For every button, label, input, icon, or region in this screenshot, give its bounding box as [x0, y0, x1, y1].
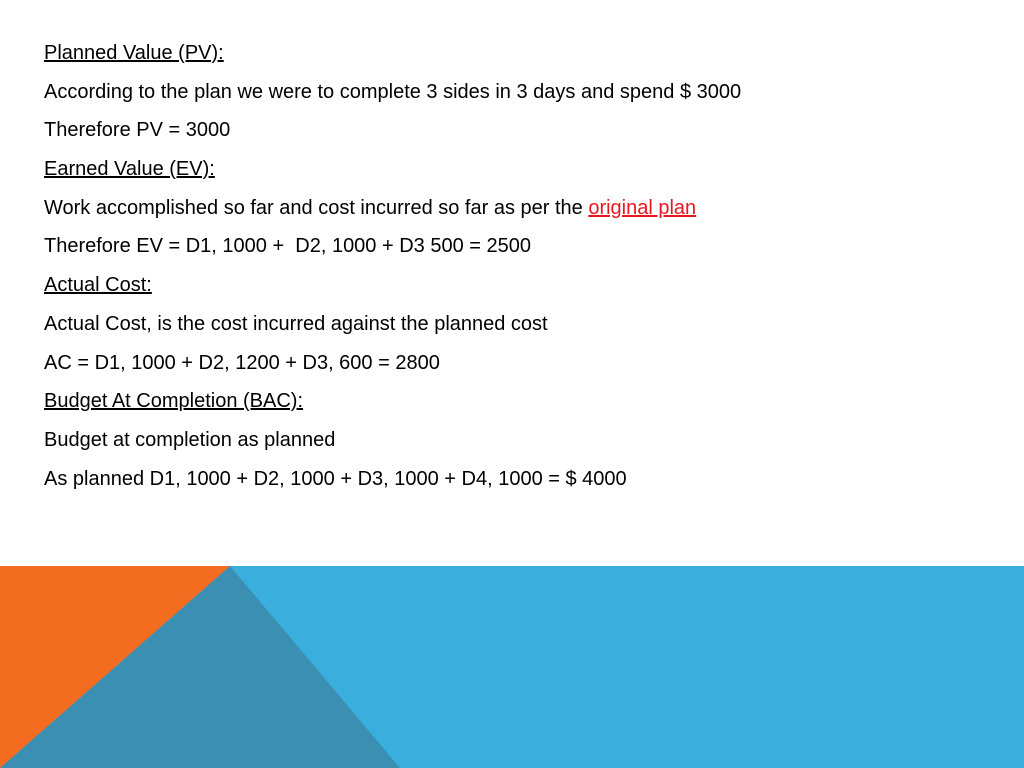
budget-at-completion-description: Budget at completion as planned	[44, 428, 336, 451]
slide-body	[44, 38, 1004, 502]
heading-earned-value: Earned Value (EV):	[44, 158, 215, 181]
planned-value-description: According to the plan we were to complete 3 sides in 3 days and spend $ 3000	[44, 80, 742, 103]
budget-at-completion-result: As planned D1, 1000 + D2, 1000 + D3, 1000 + D4, 1000 = $ 4000	[44, 467, 627, 490]
footer-shapes	[0, 566, 1024, 768]
actual-cost-description: Actual Cost, is the cost incurred against the planned cost	[44, 312, 548, 335]
heading-budget-at-completion: Budget At Completion (BAC):	[44, 390, 304, 413]
earned-value-description-text: Work accomplished so far and cost incurred so far as per the	[44, 196, 589, 219]
heading-planned-value: Planned Value (PV):	[44, 42, 224, 64]
heading-actual-cost: Actual Cost:	[44, 274, 152, 297]
original-plan-link[interactable]: original plan	[588, 196, 697, 219]
earned-value-result: Therefore EV = D1, 1000 + D2, 1000 + D3 500 = 2500	[44, 235, 532, 258]
planned-value-result: Therefore PV = 3000	[44, 119, 231, 142]
earned-value-description	[44, 193, 1004, 232]
decorative-footer	[0, 566, 1024, 768]
actual-cost-result: AC = D1, 1000 + D2, 1200 + D3, 600 = 2800	[44, 351, 440, 374]
